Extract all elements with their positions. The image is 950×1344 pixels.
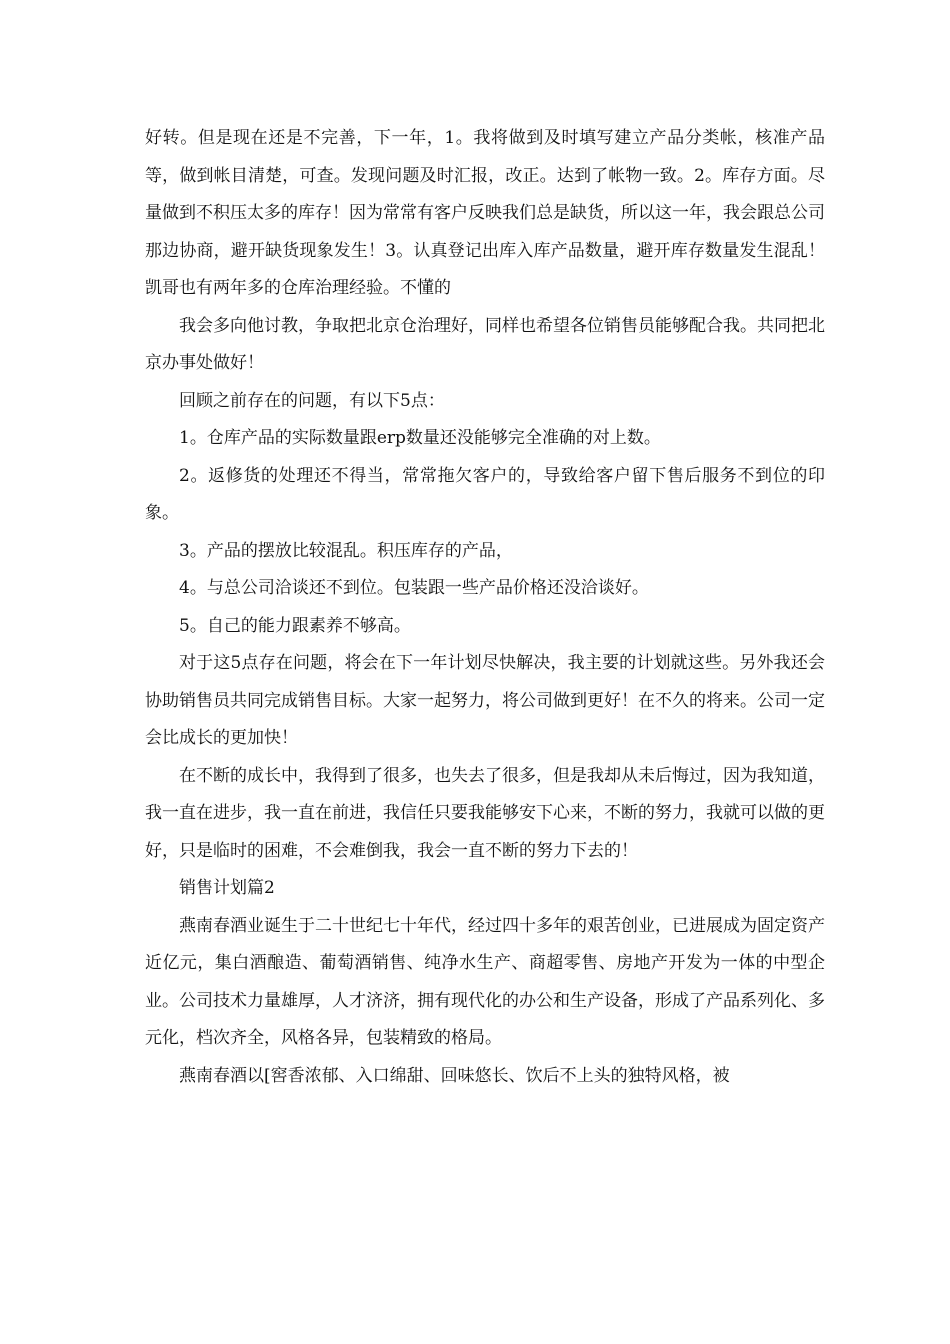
document-body (145, 120, 825, 1095)
paragraph-8: 5。自己的能力跟素养不够高。 (179, 615, 411, 636)
paragraph-3: 回顾之前存在的问题，有以下5点： (179, 390, 445, 411)
paragraph-2: 我会多向他讨教，争取把北京仓治理好，同样也希望各位销售员能够配合我。共同把北京办事处做好！ (145, 315, 825, 373)
paragraph-9: 对于这5点存在问题，将会在下一年计划尽快解决，我主要的计划就这些。另外我还会协助销售员共同完成销售目标。大家一起努力，将公司做到更好！在不久的将来。公司一定会比成长的更加快！ (145, 653, 825, 748)
paragraph-6: 3。产品的摆放比较混乱。积压库存的产品， (179, 540, 513, 561)
paragraph-4: 1。仓库产品的实际数量跟erp数量还没能够完全准确的对上数。 (179, 428, 661, 448)
paragraph-12: 燕南春酒以[窖香浓郁、入口绵甜、回味悠长、饮后不上头的独特风格，被 (179, 1065, 730, 1086)
paragraph-1: 好转。但是现在还是不完善，下一年，1。我将做到及时填写建立产品分类帐，核准产品等，做到帐目清楚，可查。发现问题及时汇报，改正。达到了帐物一致。2。库存方面。尽量做到不积压太多的库存！因为常常有客户反映我们总是缺货，所以这一年，我会跟总公司那边协商，避开缺货现象发生！3。认真登记出库入库产品数量，避开库存数量发生混乱！凯哥也有两年多的仓库治理经验。不懂的 (145, 128, 825, 298)
section-heading: 销售计划篇2 (179, 878, 275, 898)
paragraph-5: 2。返修货的处理还不得当，常常拖欠客户的，导致给客户留下售后服务不到位的印象。 (145, 465, 825, 523)
paragraph-10: 在不断的成长中，我得到了很多，也失去了很多，但是我却从未后悔过，因为我知道，我一直在进步，我一直在前进，我信任只要我能够安下心来，不断的努力，我就可以做的更好，只是临时的困难，不会难倒我，我会一直不断的努力下去的！ (145, 765, 825, 861)
paragraph-11: 燕南春酒业诞生于二十世纪七十年代，经过四十多年的艰苦创业，已进展成为固定资产近亿元，集白酒酿造、葡萄酒销售、纯净水生产、商超零售、房地产开发为一体的中型企业。公司技术力量雄厚，人才济济，拥有现代化的办公和生产设备，形成了产品系列化、多元化，档次齐全，风格各异，包装精致的格局。 (145, 915, 825, 1048)
paragraph-7: 4。与总公司洽谈还不到位。包装跟一些产品价格还没洽谈好。 (179, 578, 649, 598)
